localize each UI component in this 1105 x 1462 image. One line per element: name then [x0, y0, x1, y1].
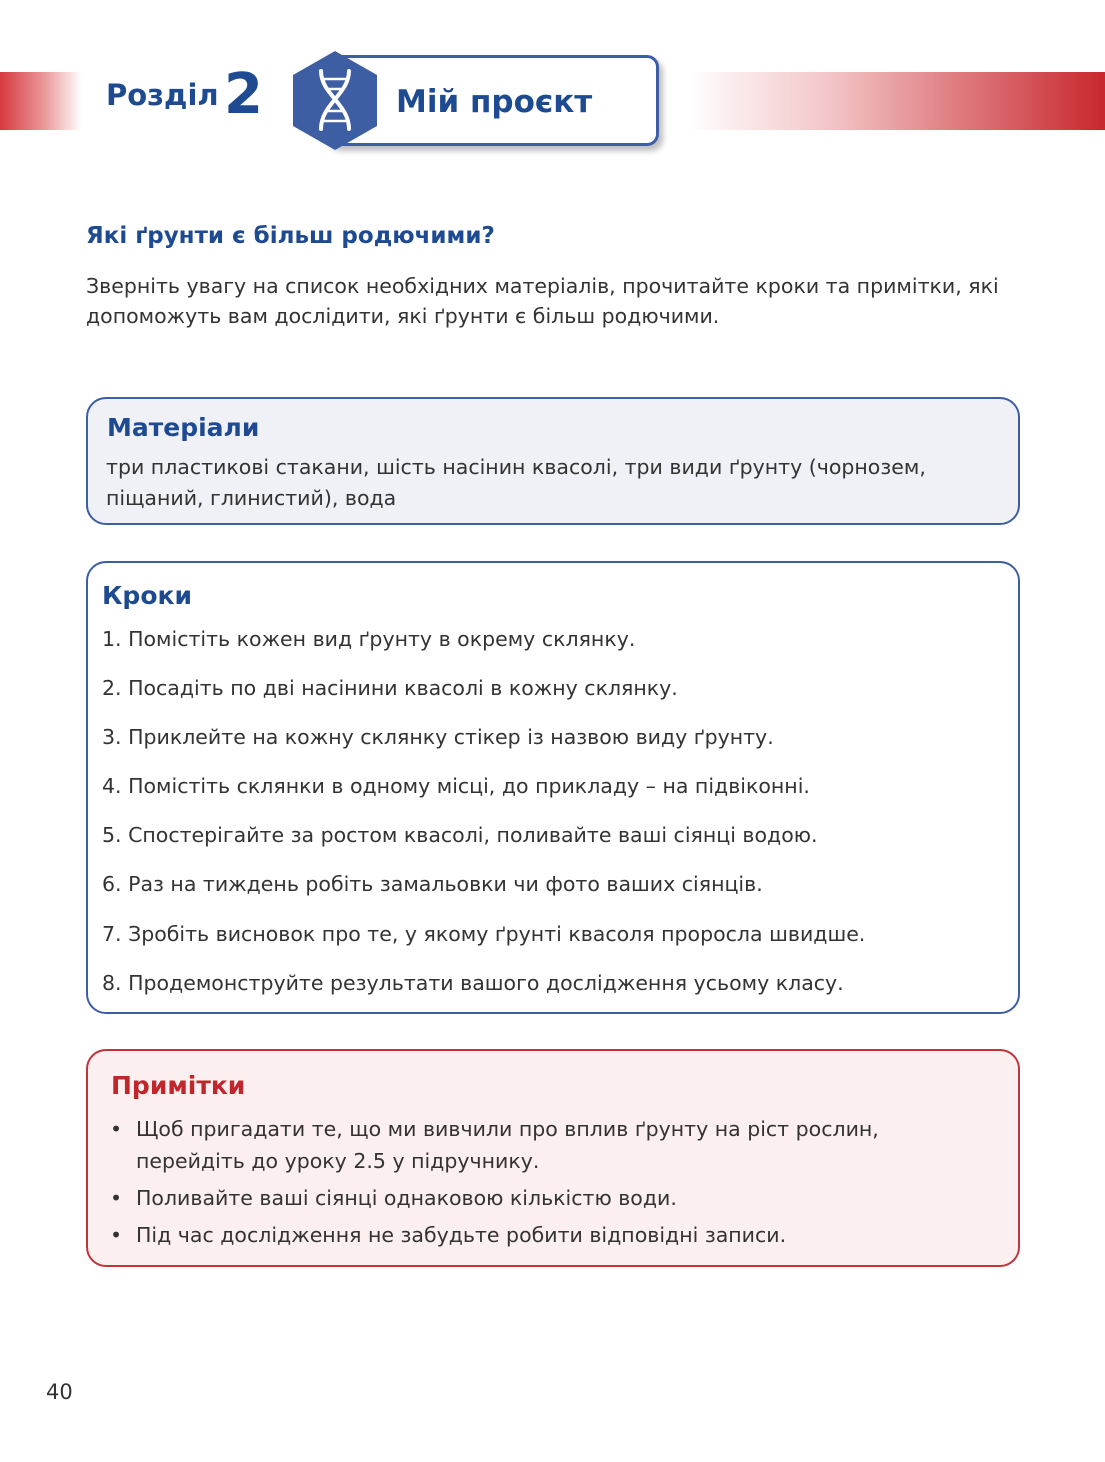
- page-title: Мій проєкт: [396, 84, 593, 120]
- step-item: 3. Приклейте на кожну склянку стікер із назвою виду ґрунту.: [102, 725, 774, 750]
- step-item: 1. Помістіть кожен вид ґрунту в окрему склянку.: [102, 627, 636, 651]
- note-item: [110, 1182, 990, 1214]
- question-heading: Які ґрунти є більш родючими?: [86, 223, 495, 249]
- step-item: 6. Раз на тиждень робіть замальовки чи фото ваших сіянців.: [102, 872, 763, 897]
- materials-heading: Матеріали: [107, 413, 260, 442]
- notes-list: [110, 1113, 990, 1256]
- intro-paragraph: Зверніть увагу на список необхідних матеріалів, прочитайте кроки та примітки, які допоможуть вам дослідити, які ґрунти є більш родючими.: [86, 274, 999, 328]
- bullet-icon: •: [110, 1223, 123, 1247]
- step-item: 2. Посадіть по дві насінини квасолі в кожну склянку.: [102, 676, 678, 701]
- bullet-icon: •: [110, 1186, 123, 1210]
- section-number: 2: [224, 62, 263, 127]
- section-label: Розділ: [106, 78, 219, 112]
- step-item: 7. Зробіть висновок про те, у якому ґрунті квасоля проросла швидше.: [102, 921, 866, 946]
- bullet-icon: •: [110, 1117, 123, 1141]
- note-text: Щоб пригадати те, що ми вивчили про вплив ґрунту на ріст рослин, перейдіть до уроку 2.5 у підручнику.: [136, 1117, 879, 1173]
- materials-text: три пластикові стакани, шість насінин квасолі, три види ґрунту (чорнозем, піщаний, глинистий), вода: [106, 455, 926, 510]
- page-number: 40: [46, 1380, 73, 1404]
- note-text: Під час дослідження не забудьте робити відповідні записи.: [136, 1223, 787, 1247]
- note-text: Поливайте ваші сіянці однаковою кількістю води.: [136, 1186, 677, 1210]
- notes-heading: Примітки: [111, 1071, 246, 1100]
- step-item: 4. Помістіть склянки в одному місці, до прикладу – на підвіконні.: [102, 774, 810, 799]
- note-item: [110, 1113, 990, 1177]
- dna-icon: [291, 49, 379, 152]
- materials-box: [86, 397, 1020, 525]
- steps-box: [86, 561, 1020, 1014]
- steps-list: [102, 625, 865, 1018]
- notes-box: [86, 1049, 1020, 1267]
- note-item: [110, 1219, 990, 1251]
- header-band-left: [0, 72, 82, 130]
- step-item: 5. Спостерігайте за ростом квасолі, поливайте ваші сіянці водою.: [102, 823, 818, 848]
- header-band-right: [688, 72, 1105, 130]
- steps-heading: Кроки: [102, 581, 192, 610]
- step-item: 8. Продемонструйте результати вашого дослідження усьому класу.: [102, 970, 844, 995]
